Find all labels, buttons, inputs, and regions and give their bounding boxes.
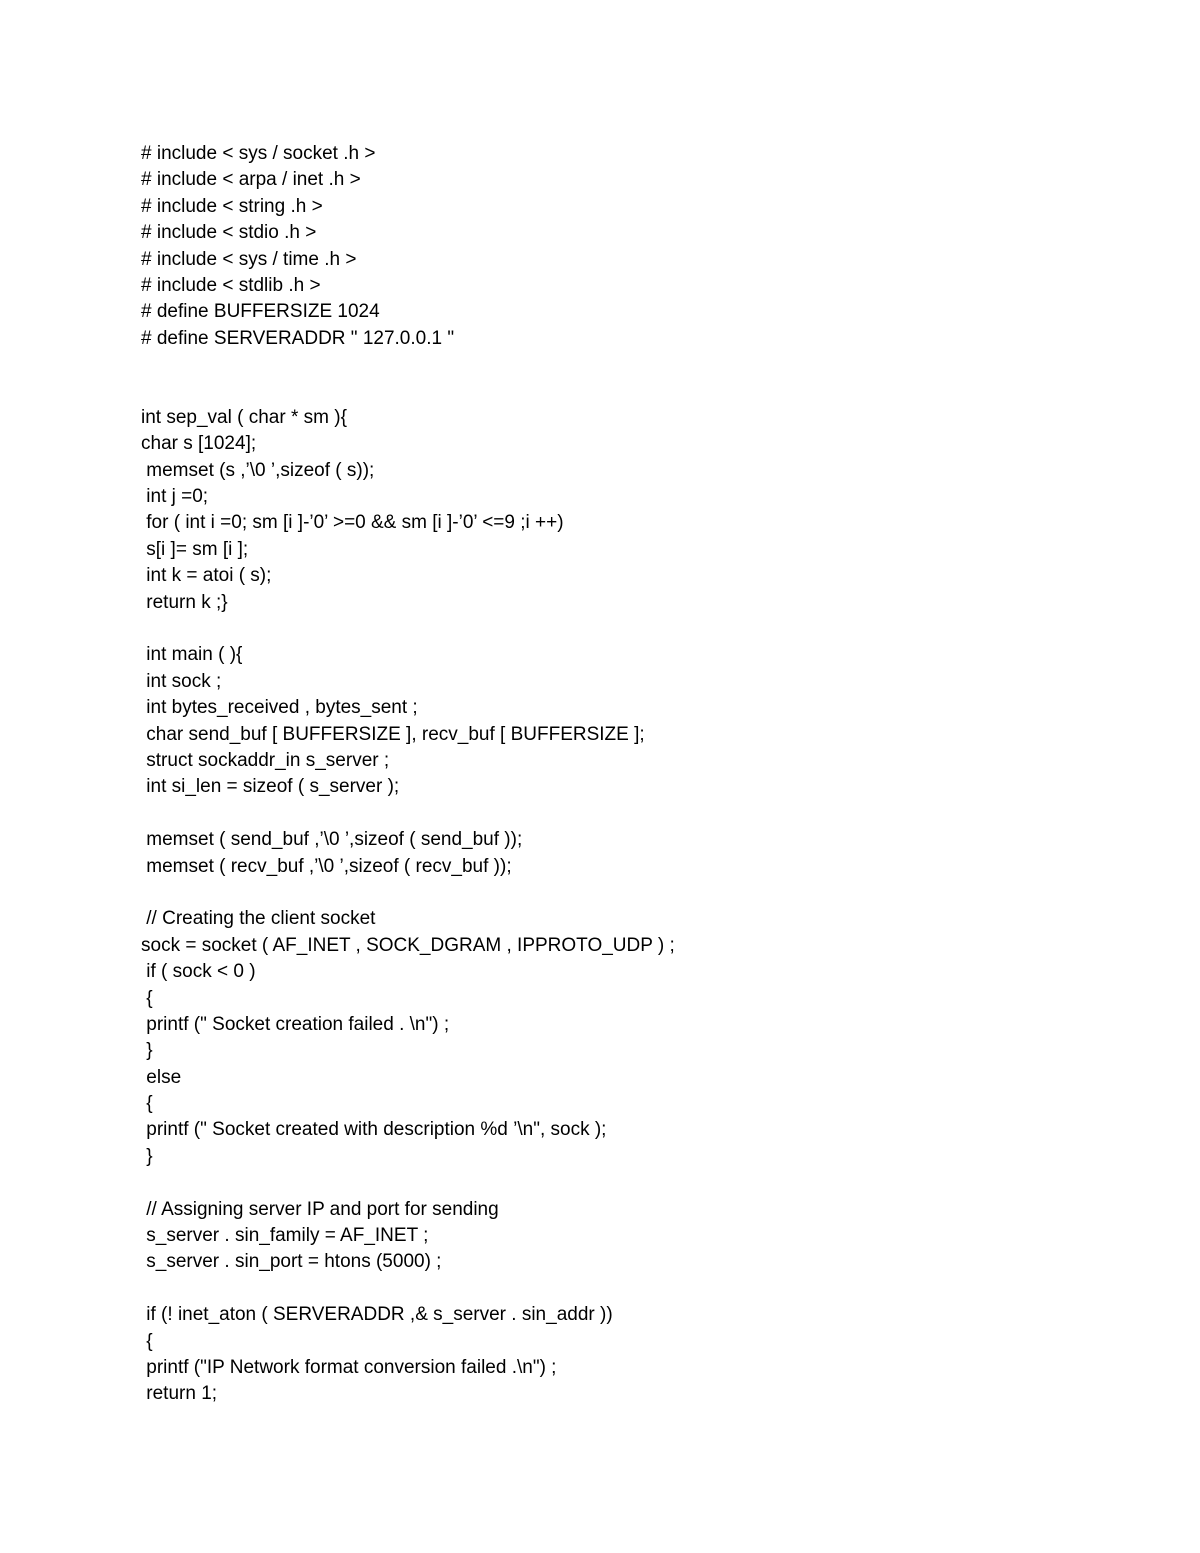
code-line: int k = atoi ( s); [141,565,272,587]
code-line: else [141,1066,182,1088]
code-line: // Creating the client socket [141,908,376,930]
code-line [141,801,1121,827]
code-line: int si_len = sizeof ( s_server ); [141,776,400,798]
code-line: s[i ]= sm [i ]; [141,538,249,560]
code-line: // Assigning server IP and port for sending [141,1198,499,1220]
code-line: { [141,1093,153,1115]
code-line: } [141,1145,153,1167]
code-line [141,616,1121,642]
code-line: # include < stdio .h > [141,222,317,244]
code-line [141,1276,1121,1302]
code-line: for ( int i =0; sm [i ]-’0’ >=0 && sm [i ]-’0’ <=9 ;i ++) [141,512,564,534]
code-line: memset ( recv_buf ,’\0 ’,sizeof ( recv_buf )); [141,855,512,877]
code-line: memset (s ,’\0 ’,sizeof ( s)); [141,459,375,481]
code-line: char send_buf [ BUFFERSIZE ], recv_buf [ BUFFERSIZE ]; [141,723,645,745]
code-line: printf (" Socket created with description %d ’\n", sock ); [141,1119,607,1141]
code-line: sock = socket ( AF_INET , SOCK_DGRAM , IPPROTO_UDP ) ; [141,934,675,956]
code-line: int sock ; [141,670,222,692]
code-line: printf (" Socket creation failed . \n") ; [141,1013,450,1035]
code-line: int bytes_received , bytes_sent ; [141,697,418,719]
code-line: { [141,1330,153,1352]
code-line: char s [1024]; [141,433,257,455]
code-line: # include < string .h > [141,195,323,217]
code-line: printf ("IP Network format conversion failed .\n") ; [141,1356,557,1378]
code-line [141,352,1121,378]
code-line: # include < stdlib .h > [141,274,321,296]
code-line: int main ( ){ [141,644,243,666]
code-line: # include < sys / time .h > [141,248,357,270]
code-line: return k ;} [141,591,228,613]
code-line: # include < sys / socket .h > [141,143,376,164]
code-line: int j =0; [141,486,209,508]
code-line: memset ( send_buf ,’\0 ’,sizeof ( send_buf )); [141,829,523,851]
code-line: return 1; [141,1383,218,1405]
code-line [141,880,1121,906]
code-line: # define SERVERADDR " 127.0.0.1 " [141,327,455,349]
code-line [141,1170,1121,1196]
code-line: # define BUFFERSIZE 1024 [141,301,380,323]
code-line: { [141,987,153,1009]
code-block [141,141,1121,1408]
code-line: # include < arpa / inet .h > [141,169,361,191]
code-line: int sep_val ( char * sm ){ [141,406,347,428]
code-line [141,379,1121,405]
code-line: if (! inet_aton ( SERVERADDR ,& s_server . sin_addr )) [141,1304,613,1326]
code-line: struct sockaddr_in s_server ; [141,749,390,771]
code-line: } [141,1040,153,1062]
code-line: if ( sock < 0 ) [141,961,256,983]
code-line: s_server . sin_family = AF_INET ; [141,1225,429,1247]
code-line: s_server . sin_port = htons (5000) ; [141,1251,442,1273]
